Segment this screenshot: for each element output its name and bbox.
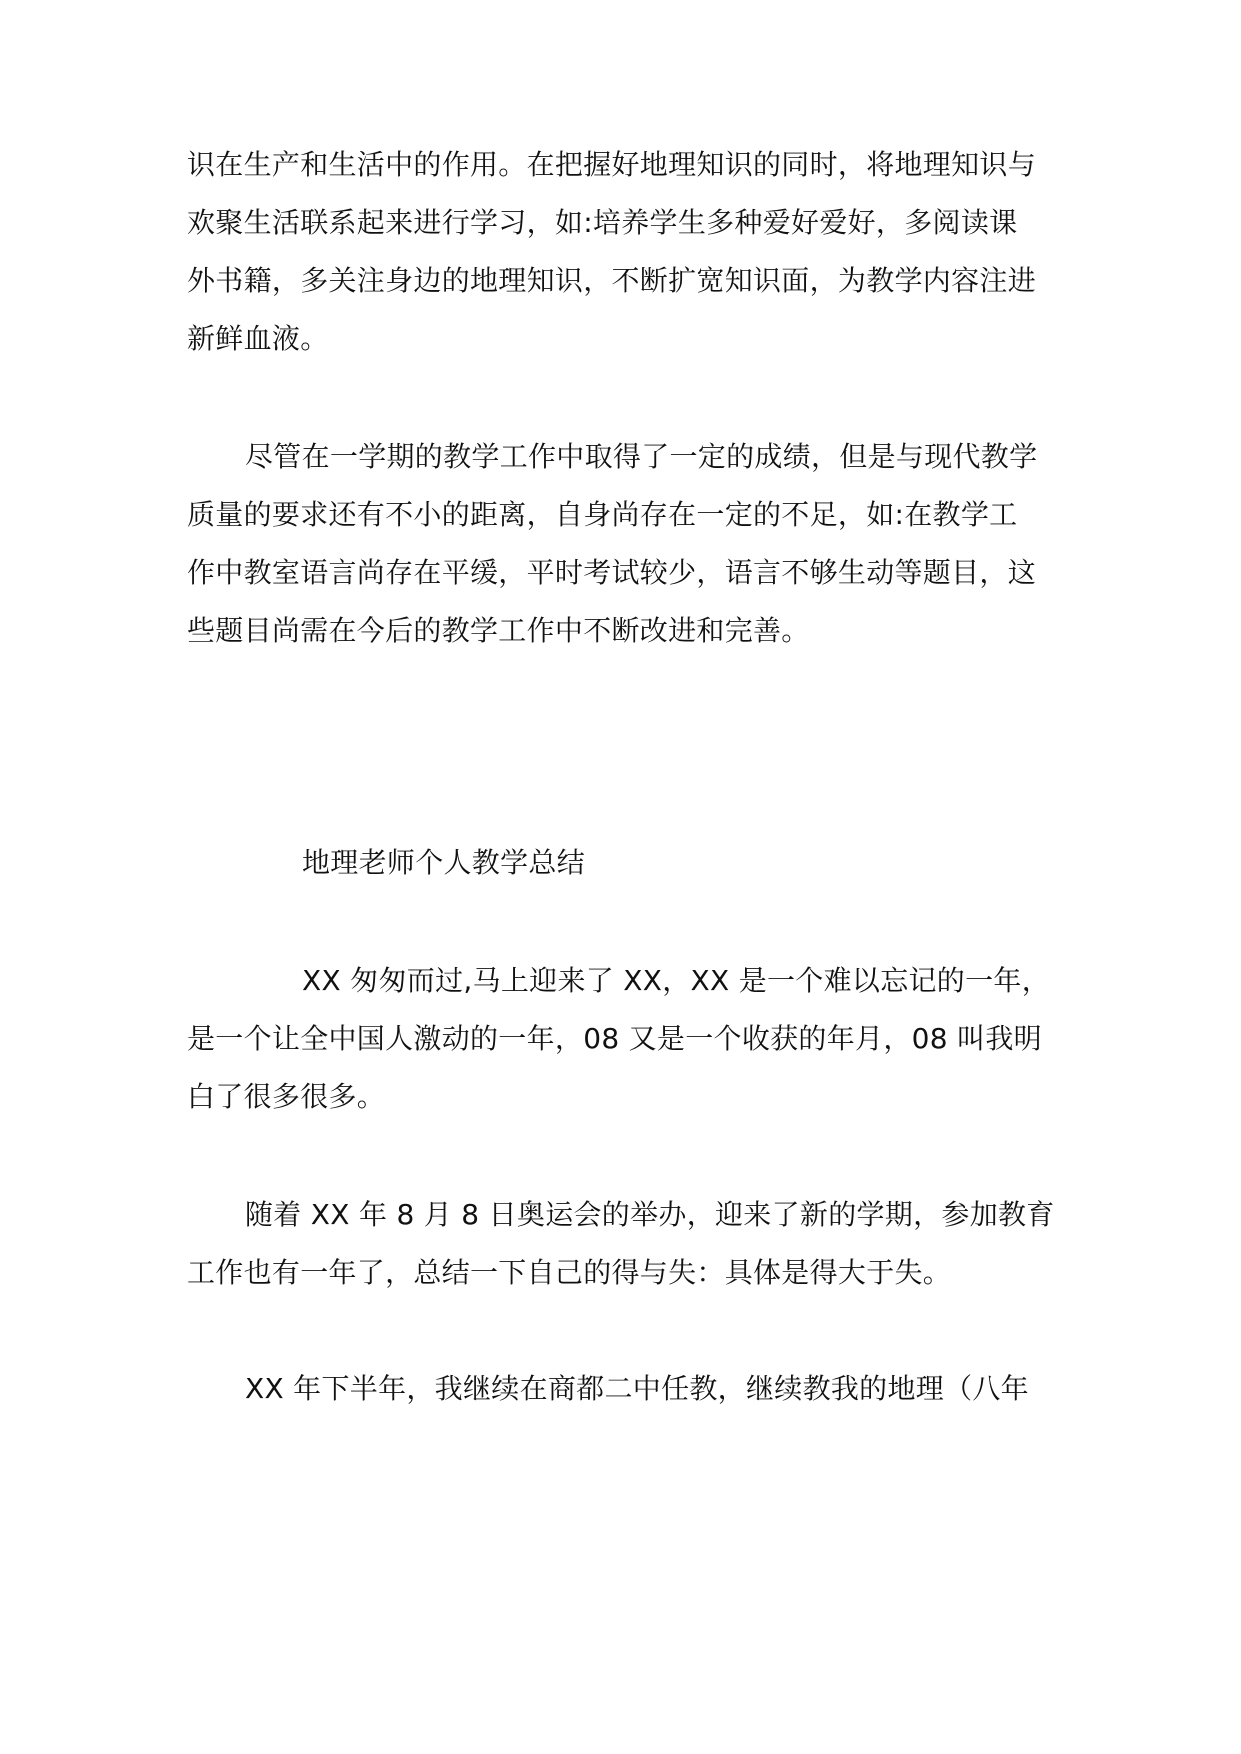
document-title: 地理老师个人教学总结 (302, 846, 586, 879)
paragraph-2-line-3: 作中教室语言尚存在平缓，平时考试较少，语言不够生动等题目，这 (187, 556, 1037, 589)
paragraph-2-line-2: 质量的要求还有不小的距离，自身尚存在一定的不足，如:在教学工 (187, 498, 1018, 531)
paragraph-3-line-1: XX 匆匆而过,马上迎来了 XX，XX 是一个难以忘记的一年， (302, 964, 1050, 997)
paragraph-1-line-4: 新鲜血液。 (187, 322, 329, 355)
paragraph-2-line-4: 些题目尚需在今后的教学工作中不断改进和完善。 (187, 614, 810, 647)
paragraph-1-line-1: 识在生产和生活中的作用。在把握好地理知识的同时，将地理知识与 (187, 148, 1037, 181)
paragraph-2-line-1: 尽管在一学期的教学工作中取得了一定的成绩，但是与现代教学 (245, 440, 1038, 473)
paragraph-5-line-1: XX 年下半年，我继续在商都二中任教，继续教我的地理（八年 (245, 1372, 1029, 1405)
paragraph-1-line-3: 外书籍，多关注身边的地理知识，不断扩宽知识面，为教学内容注进 (187, 264, 1037, 297)
paragraph-4-line-1: 随着 XX 年 8 月 8 日奥运会的举办，迎来了新的学期，参加教育 (245, 1198, 1055, 1231)
paragraph-3-line-2: 是一个让全中国人激动的一年，08 又是一个收获的年月，08 叫我明 (187, 1022, 1042, 1055)
paragraph-4-line-2: 工作也有一年了，总结一下自己的得与失：具体是得大于失。 (187, 1256, 952, 1289)
paragraph-3-line-3: 白了很多很多。 (187, 1080, 386, 1113)
paragraph-1-line-2: 欢聚生活联系起来进行学习，如:培养学生多种爱好爱好，多阅读课 (187, 206, 1018, 239)
